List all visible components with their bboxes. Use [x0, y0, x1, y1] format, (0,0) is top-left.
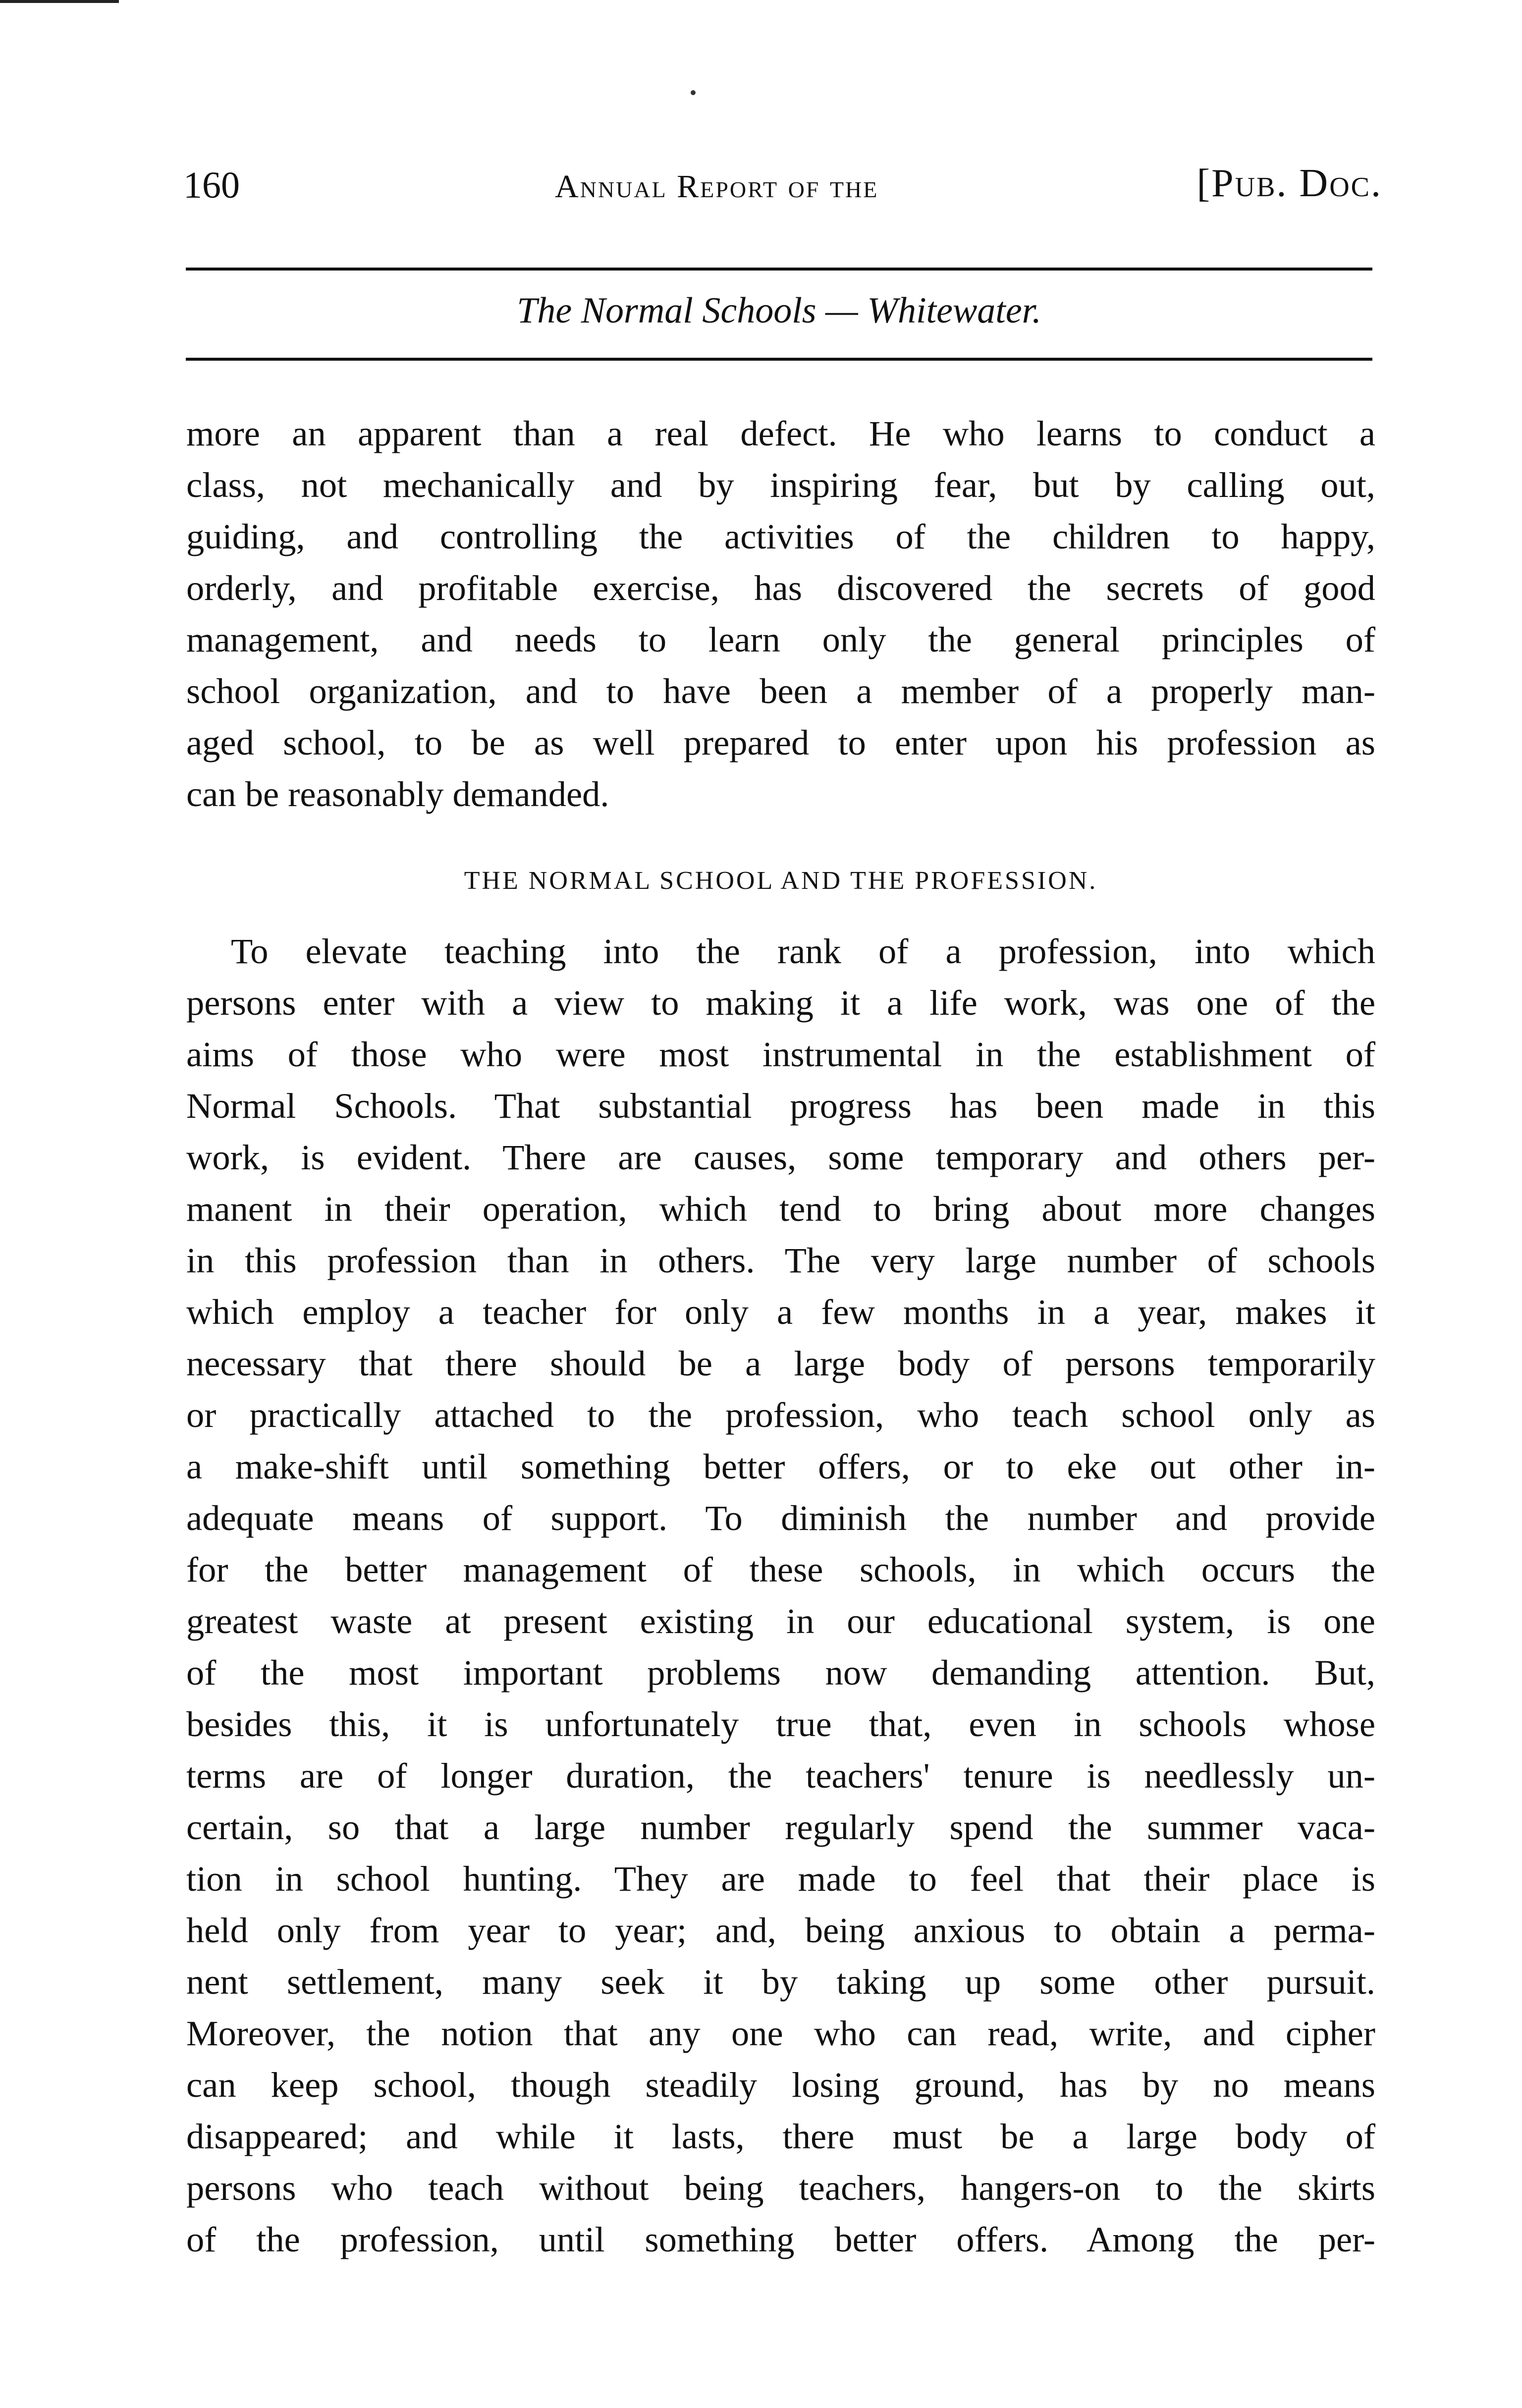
text-line: or practically attached to the profession, who teach school only as: [186, 1395, 1375, 1435]
text-line: for the better management of these schools, in which occurs the: [186, 1549, 1375, 1589]
text-line: persons who teach without being teachers, hangers-on to the skirts: [186, 2168, 1375, 2208]
text-line: To elevate teaching into the rank of a profession, into which: [231, 931, 1375, 971]
text-line: terms are of longer duration, the teachers' tenure is needlessly un-: [186, 1755, 1375, 1796]
text-line: manent in their operation, which tend to bring about more changes: [186, 1189, 1375, 1229]
page-number: 160: [183, 164, 240, 206]
subheading: THE NORMAL SCHOOL AND THE PROFESSION.: [464, 867, 1098, 895]
text-line: persons enter with a view to making it a life work, was one of the: [186, 983, 1375, 1023]
text-line: a make-shift until something better offers, or to eke out other in-: [186, 1446, 1375, 1486]
text-line: nent settlement, many seek it by taking up some other pursuit.: [186, 1962, 1375, 2002]
text-line: besides this, it is unfortunately true that, even in schools whose: [186, 1704, 1375, 1744]
paragraph-1: [186, 408, 1375, 820]
text-line: aged school, to be as well prepared to enter upon his profession as: [186, 722, 1375, 763]
text-line: adequate means of support. To diminish the number and provide: [186, 1498, 1375, 1538]
text-line: of the most important problems now demanding attention. But,: [186, 1652, 1375, 1693]
report-title: Annual Report of the: [555, 168, 879, 205]
text-line: guiding, and controlling the activities of the children to happy,: [186, 516, 1375, 556]
text-line: school organization, and to have been a member of a properly man-: [186, 671, 1375, 711]
text-line: in this profession than in others. The very large number of schools: [186, 1240, 1375, 1280]
text-line: disappeared; and while it lasts, there must be a large body of: [186, 2116, 1375, 2156]
text-line: more an apparent than a real defect. He who learns to conduct a: [186, 413, 1375, 453]
text-line: can keep school, though steadily losing ground, has by no means: [186, 2065, 1375, 2105]
text-line: can be reasonably demanded.: [186, 774, 609, 814]
text-line: certain, so that a large number regularly spend the summer vaca-: [186, 1807, 1375, 1847]
document-reference: [Pub. Doc.: [1196, 162, 1382, 205]
section-heading: The Normal Schools — Whitewater.: [517, 290, 1041, 331]
text-line: necessary that there should be a large body of persons temporarily: [186, 1343, 1375, 1383]
text-line: aims of those who were most instrumental in the establishment of: [186, 1034, 1375, 1074]
text-line: management, and needs to learn only the general principles of: [186, 619, 1375, 659]
running-head: [183, 160, 1382, 219]
text-line: tion in school hunting. They are made to feel that their place is: [186, 1859, 1375, 1899]
text-line: class, not mechanically and by inspiring fear, but by calling out,: [186, 465, 1375, 505]
text-line: of the profession, until something better offers. Among the per-: [186, 2219, 1375, 2259]
text-line: greatest waste at present existing in our educational system, is one: [186, 1601, 1375, 1641]
text-line: orderly, and profitable exercise, has discovered the secrets of good: [186, 568, 1375, 608]
paragraph-2: [186, 926, 1375, 2265]
text-line: held only from year to year; and, being anxious to obtain a perma-: [186, 1910, 1375, 1950]
text-line: which employ a teacher for only a few months in a year, makes it: [186, 1292, 1375, 1332]
text-line: Moreover, the notion that any one who can read, write, and cipher: [186, 2013, 1375, 2053]
text-line: work, is evident. There are causes, some temporary and others per-: [186, 1137, 1375, 1177]
text-line: Normal Schools. That substantial progress has been made in this: [186, 1086, 1375, 1126]
scan-edge-mark: [0, 0, 119, 3]
header-rule-bottom: [186, 358, 1372, 361]
header-rule-top: [186, 268, 1372, 271]
ink-speck: [691, 90, 696, 95]
